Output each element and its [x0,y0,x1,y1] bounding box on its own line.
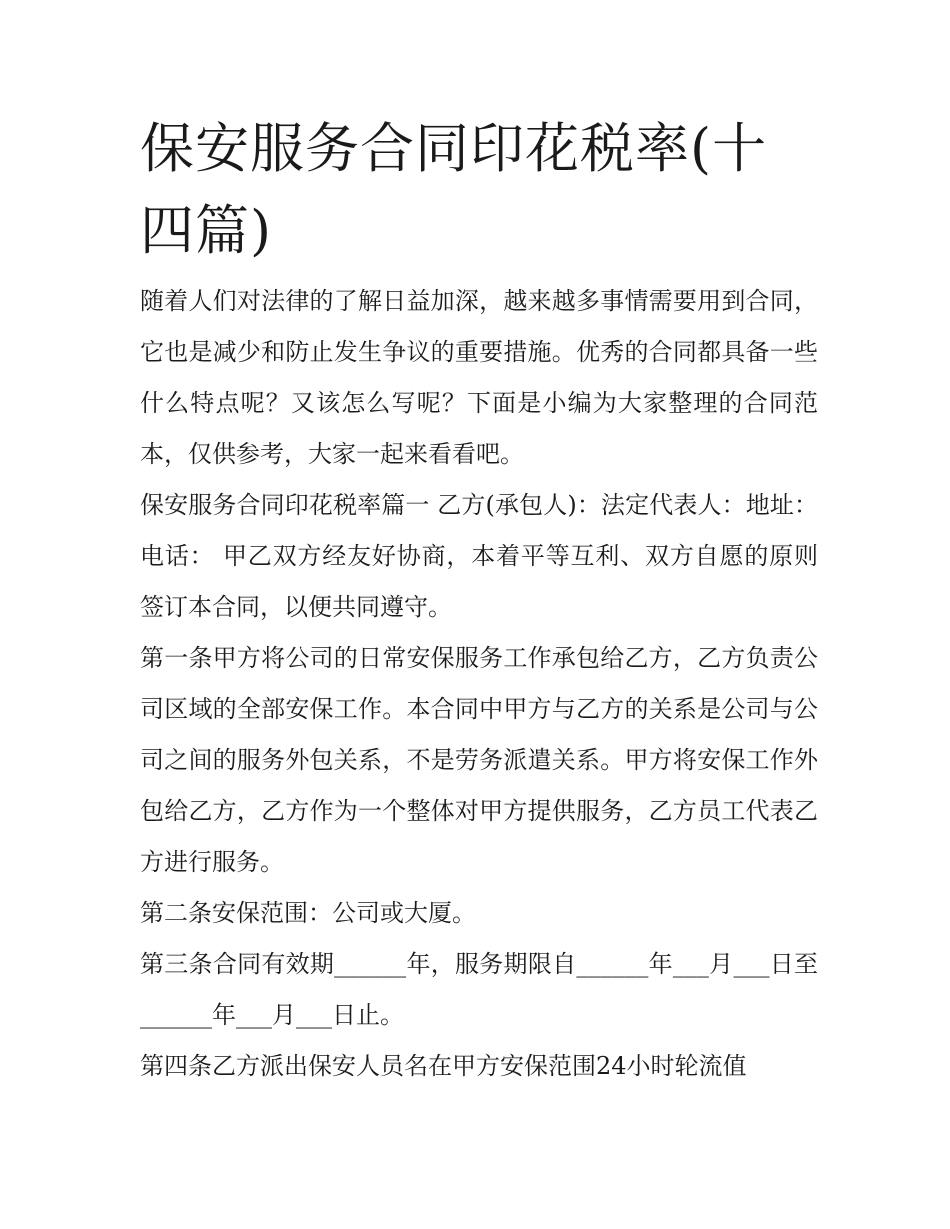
document-title: 保安服务合同印花税率(十四篇) [140,117,768,262]
article-3-paragraph: 第三条合同有效期______年，服务期限自______年___月___日至______年___月___日止。 [140,950,818,1029]
intro-paragraph: 随着人们对法律的了解日益加深，越来越多事情需要用到合同，它也是减少和防止发生争议的重要措施。优秀的合同都具备一些什么特点呢？又该怎么写呢？下面是小编为大家整理的合同范本，仅供参考，大家一起来看看吧。 [140,287,818,468]
document-body [140,276,818,1092]
article-2-paragraph: 第二条安保范围：公司或大厦。 [140,899,476,927]
article-1-paragraph: 第一条甲方将公司的日常安保服务工作承包给乙方，乙方负责公司区域的全部安保工作。本合同中甲方与乙方的关系是公司与公司之间的服务外包关系，不是劳务派遣关系。甲方将安保工作外包给乙方，乙方作为一个整体对甲方提供服务，乙方员工代表乙方进行服务。 [140,644,818,876]
article-4-paragraph: 第四条乙方派出保安人员名在甲方安保范围24小时轮流值 [140,1052,747,1080]
contract-parties-paragraph: 保安服务合同印花税率篇一 乙方(承包人)：法定代表人：地址：电话： 甲乙双方经友好协商，本着平等互利、双方自愿的原则签订本合同，以便共同遵守。 [140,491,818,621]
